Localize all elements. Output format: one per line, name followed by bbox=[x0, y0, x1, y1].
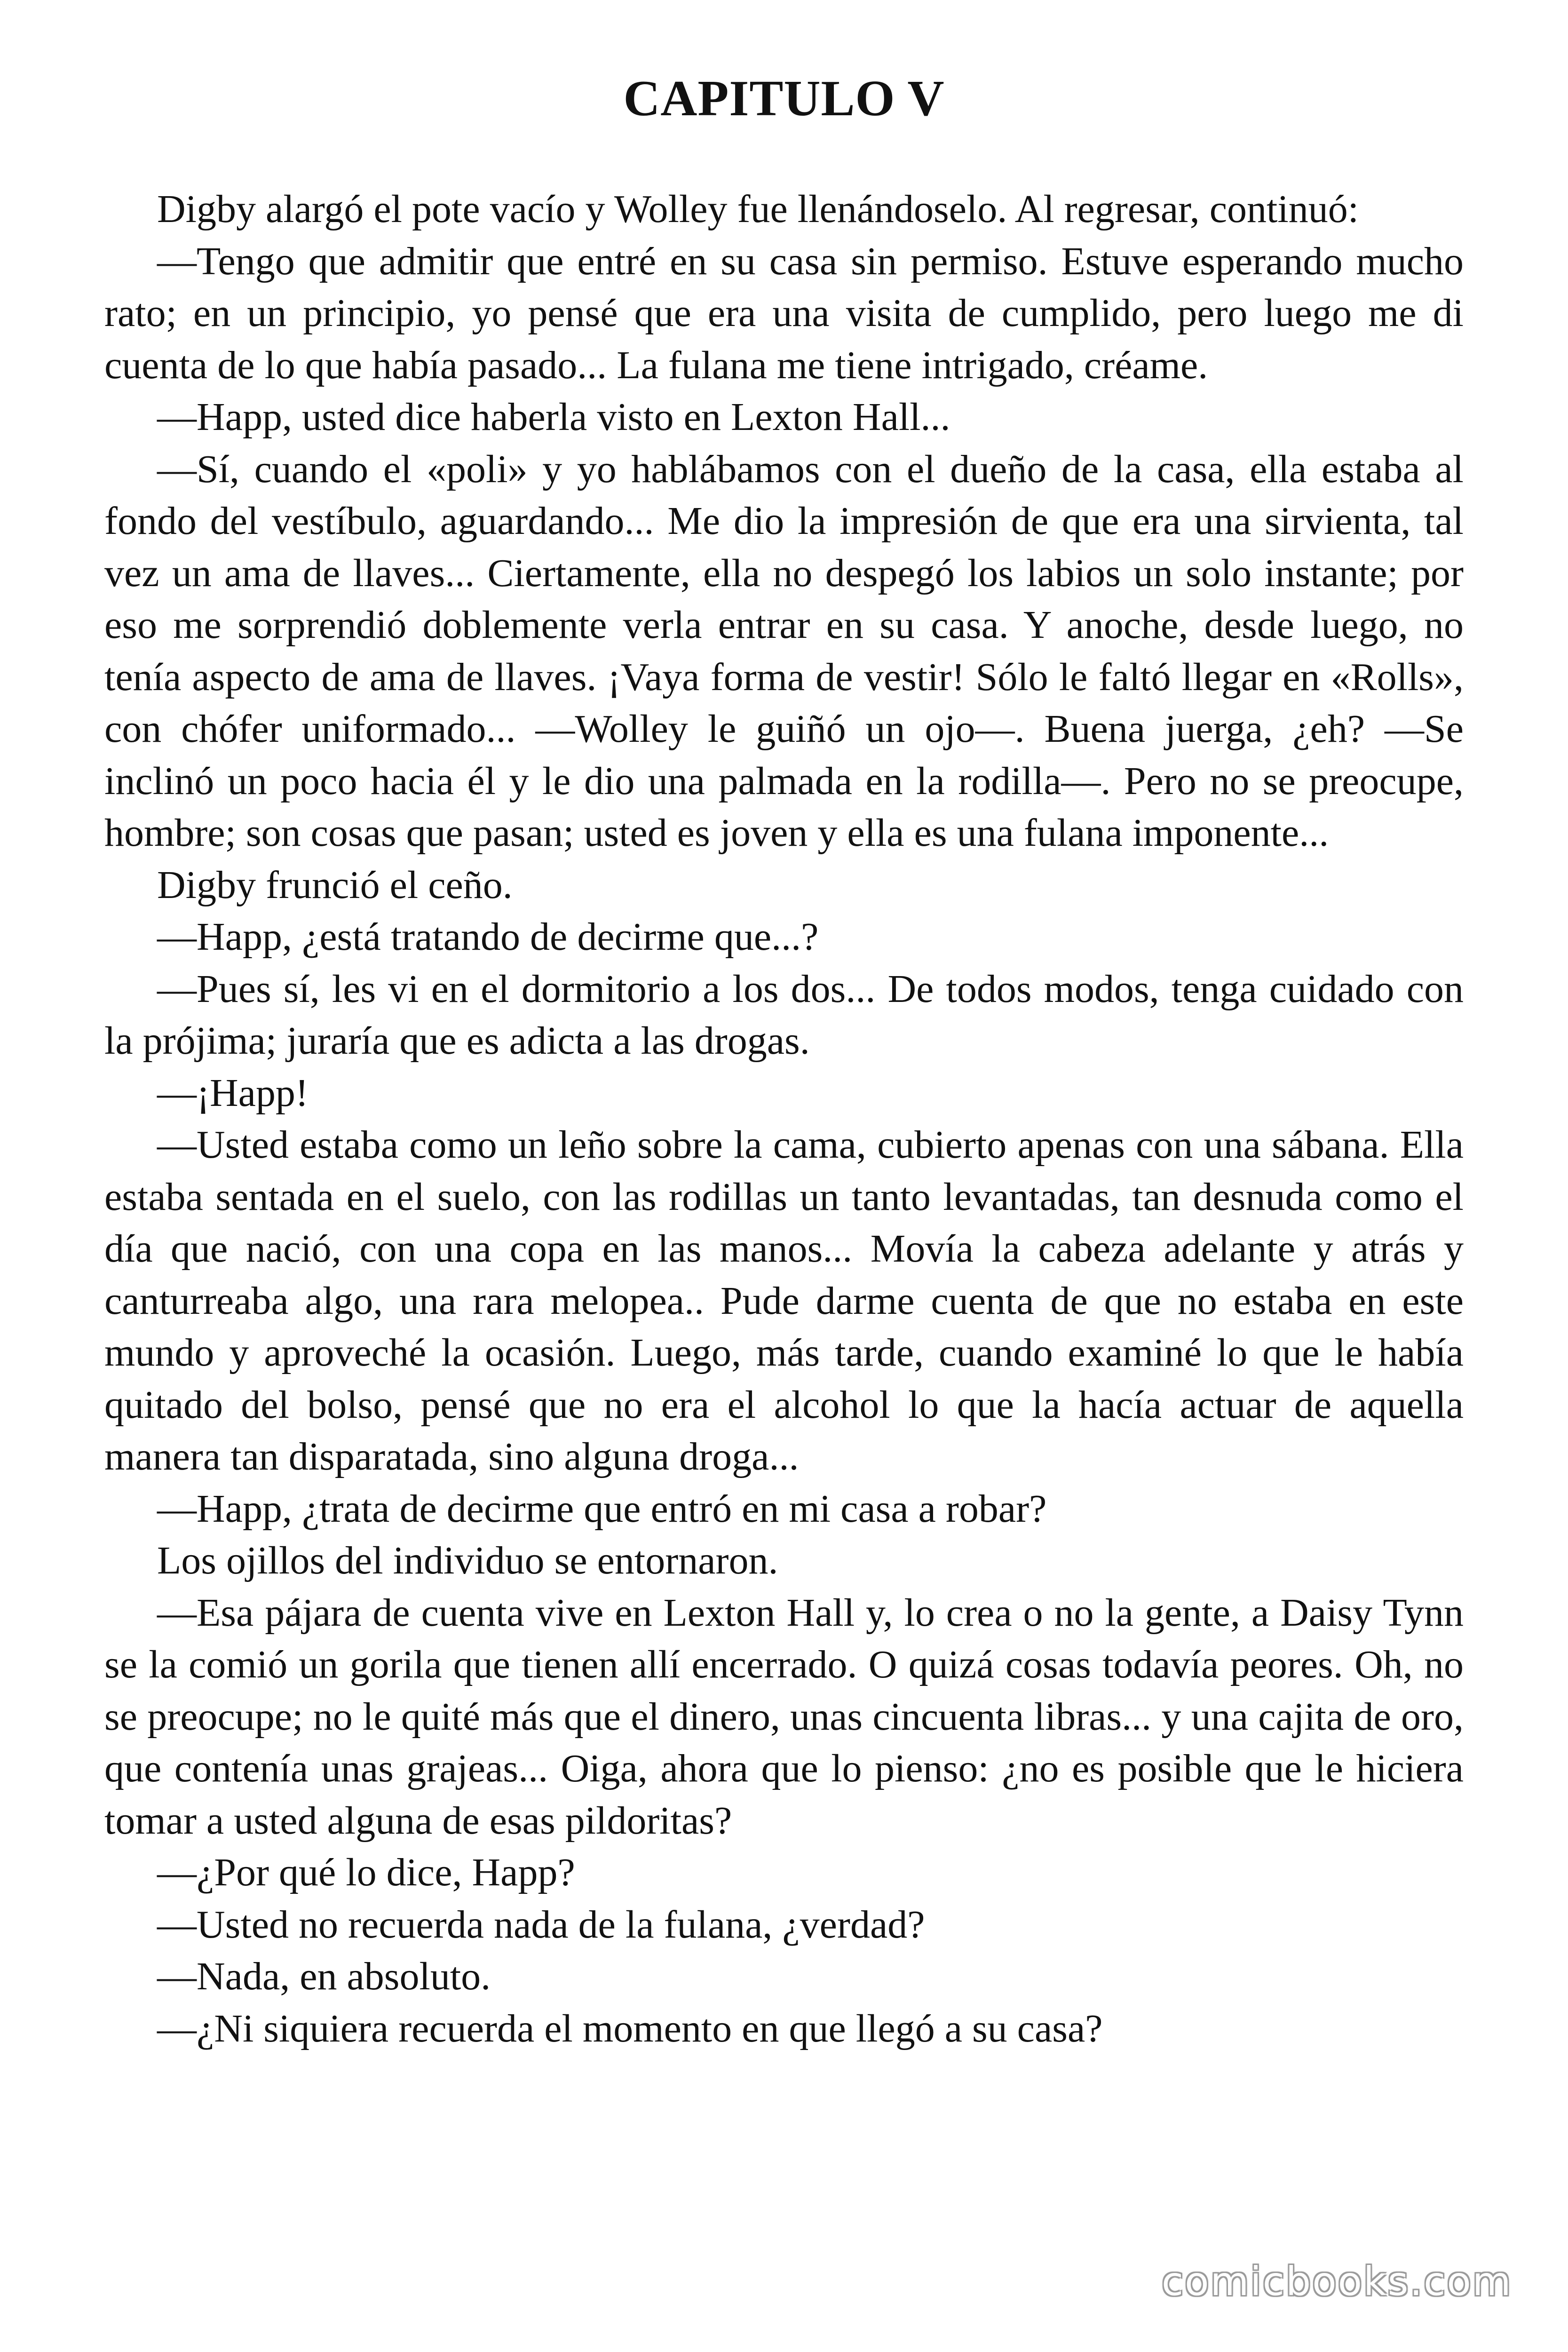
paragraph: —¿Ni siquiera recuerda el momento en que llegó a su casa? bbox=[157, 2006, 1103, 2050]
paragraph: Digby alargó el pote vacío y Wolley fue llenándoselo. Al regresar, continuó: bbox=[157, 187, 1359, 231]
paragraph: —Happ, ¿está tratando de decirme que...? bbox=[157, 915, 819, 959]
chapter-body bbox=[104, 183, 1464, 2055]
chapter-title: CAPITULO V bbox=[623, 71, 945, 127]
paragraph: —Tengo que admitir que entré en su casa sin permiso. Estuve esperando mucho rato; en un principio, yo pensé que era una visita de cumplido, pero luego me di cuenta de lo que había pasado... La fulana me tiene intrigado, créame. bbox=[104, 239, 1464, 387]
paragraph: —¡Happ! bbox=[157, 1071, 309, 1115]
paragraph: Los ojillos del individuo se entornaron. bbox=[157, 1539, 778, 1582]
paragraph: —Esa pájara de cuenta vive en Lexton Hall y, lo crea o no la gente, a Daisy Tynn se la comió un gorila que tienen allí encerrado. O quizá cosas todavía peores. Oh, no se preocupe; no le quité más que el dinero, unas cincuenta libras... y una cajita de oro, que contenía unas grajeas... Oiga, ahora que lo pienso: ¿no es posible que le hiciera tomar a usted alguna de esas pildoritas? bbox=[104, 1590, 1464, 1843]
paragraph: —Usted estaba como un leño sobre la cama, cubierto apenas con una sábana. Ella estaba sentada en el suelo, con las rodillas un tanto levantadas, tan desnuda como el día que nació, con una copa en las manos... Movía la cabeza adelante y atrás y canturreaba algo, una rara melopea.. Pude darme cuenta de que no estaba en este mundo y aproveché la ocasión. Luego, más tarde, cuando examiné lo que le había quitado del bolso, pensé que no era el alcohol lo que la hacía actuar de aquella manera tan disparatada, sino alguna droga... bbox=[104, 1123, 1464, 1478]
paragraph: —Sí, cuando el «poli» y yo hablábamos con el dueño de la casa, ella estaba al fondo del vestíbulo, aguardando... Me dio la impresión de que era una sirvienta, tal vez un ama de llaves... Ciertamente, ella no despegó los labios un solo instante; por eso me sorprendió doblemente verla entrar en su casa. Y anoche, desde luego, no tenía aspecto de ama de llaves. ¡Vaya forma de vestir! Sólo le faltó llegar en «Rolls», con chófer uniformado... —Wolley le guiñó un ojo—. Buena juerga, ¿eh? —Se inclinó un poco hacia él y le dio una palmada en la rodilla—. Pero no se preocupe, hombre; son cosas que pasan; usted es joven y ella es una fulana imponente... bbox=[104, 447, 1464, 855]
paragraph: —¿Por qué lo dice, Happ? bbox=[157, 1851, 575, 1894]
paragraph: —Usted no recuerda nada de la fulana, ¿verdad? bbox=[157, 1902, 925, 1947]
paragraph: Digby frunció el ceño. bbox=[157, 863, 513, 907]
paragraph: —Happ, ¿trata de decirme que entró en mi casa a robar? bbox=[157, 1486, 1047, 1531]
paragraph: —Pues sí, les vi en el dormitorio a los dos... De todos modos, tenga cuidado con la prójima; juraría que es adicta a las drogas. bbox=[104, 967, 1464, 1063]
watermark: comicbooks.com bbox=[1162, 2258, 1513, 2304]
paragraph: —Happ, usted dice haberla visto en Lexton Hall... bbox=[157, 395, 950, 439]
paragraph: —Nada, en absoluto. bbox=[157, 1955, 491, 1998]
